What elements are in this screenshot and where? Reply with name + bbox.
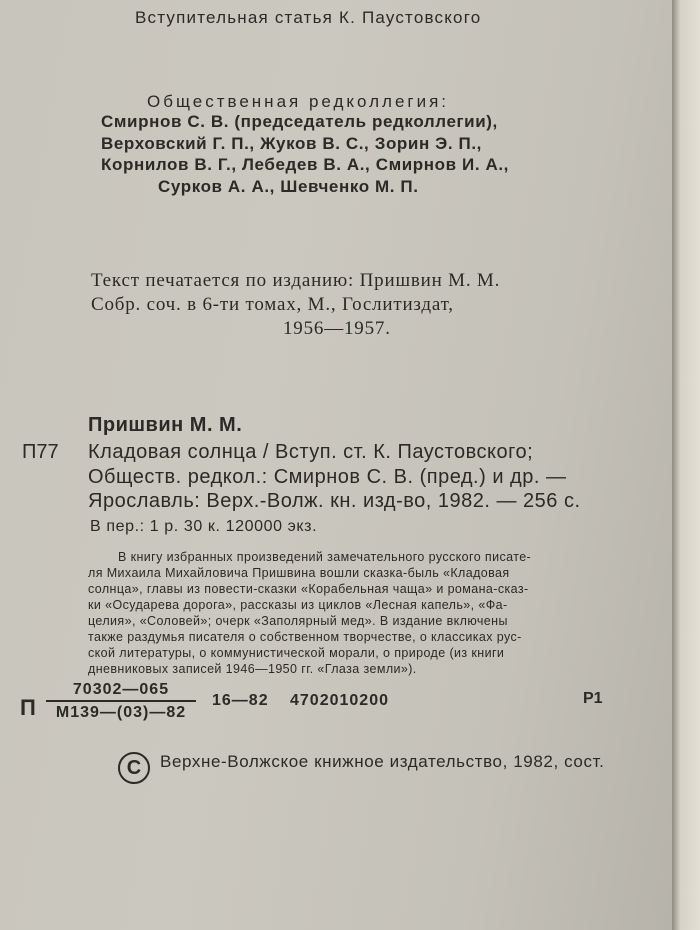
- biblio-line: Обществ. редкол.: Смирнов С. В. (пред.) и др. —: [88, 466, 567, 488]
- intro-article-line: Вступительная статья К. Паустовского: [135, 8, 482, 27]
- editorial-board-line: Сурков А. А., Шевченко М. П.: [158, 177, 419, 196]
- price-line: В пер.: 1 р. 30 к. 120000 экз.: [90, 518, 318, 535]
- editorial-board-line: Смирнов С. В. (председатель редколлегии),: [101, 112, 498, 131]
- annotation-line: В книгу избранных произведений замечательного русского писате-: [118, 550, 532, 564]
- annotation-line: солнца», главы из повести-сказки «Корабельная чаща» и романа-сказ-: [88, 582, 529, 596]
- index-code-a: 16—82: [212, 692, 269, 709]
- index-fraction: [46, 681, 196, 722]
- biblio-line: Кладовая солнца / Вступ. ст. К. Паустовского;: [88, 441, 534, 463]
- catalog-code: П77: [22, 441, 59, 463]
- catalog-author: Пришвин М. М.: [88, 414, 243, 436]
- index-rubric: Р1: [583, 690, 603, 707]
- source-edition-line: 1956—1957.: [283, 318, 391, 339]
- annotation-line: ки «Осударева дорога», рассказы из циклов «Лесная капель», «Фа-: [88, 598, 508, 612]
- editorial-board-line: Корнилов В. Г., Лебедев В. А., Смирнов И. А.,: [101, 155, 510, 174]
- annotation-line: дневниковых записей 1946—1950 гг. «Глаза земли»).: [88, 662, 417, 676]
- annotation-line: ской литературы, о коммунистической морали, о природе (из книги: [88, 646, 505, 660]
- next-page-edge: [672, 0, 700, 930]
- index-numerator: 70302—065: [46, 681, 196, 702]
- index-denominator: М139—(03)—82: [55, 704, 187, 721]
- index-label: П: [20, 695, 36, 720]
- source-edition-line: Текст печатается по изданию: Пришвин М. М.: [91, 270, 501, 291]
- annotation-line: также раздумья писателя о собственном творчестве, о классиках рус-: [88, 630, 522, 644]
- copyright-icon: C: [118, 752, 150, 784]
- biblio-line: Ярославль: Верх.-Волж. кн. изд-во, 1982. — 256 с.: [88, 490, 581, 512]
- copyright-text: Верхне-Волжское книжное издательство, 1982, сост.: [160, 752, 605, 771]
- annotation-line: ля Михаила Михайловича Пришвина вошли сказка-быль «Кладовая: [88, 566, 510, 580]
- annotation-line: целия», «Соловей»; очерк «Заполярный мед». В издание включены: [88, 614, 508, 628]
- editorial-board-title: Общественная редколлегия:: [147, 92, 450, 111]
- source-edition-line: Собр. соч. в 6-ти томах, М., Гослитиздат,: [91, 294, 454, 315]
- index-code-b: 4702010200: [290, 692, 389, 709]
- editorial-board-line: Верховский Г. П., Жуков В. С., Зорин Э. П.,: [101, 134, 482, 153]
